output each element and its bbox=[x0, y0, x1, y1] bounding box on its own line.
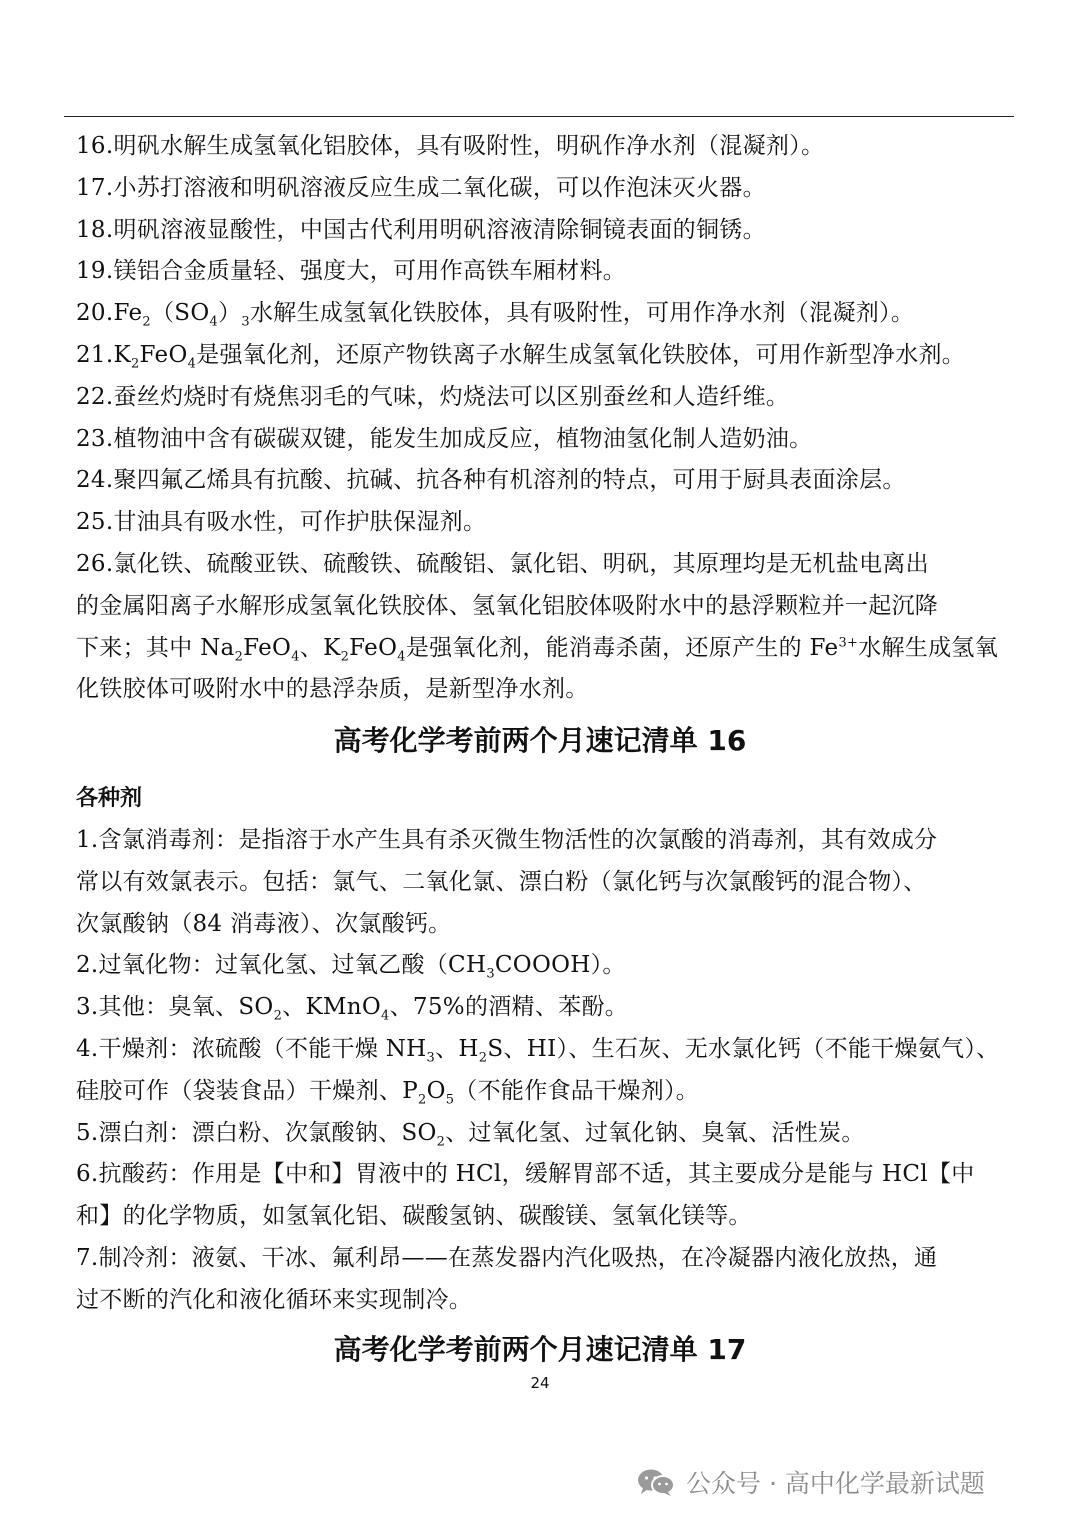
text-segment: 次氯酸钠（84 消毒液）、次氯酸钙。 bbox=[76, 910, 452, 937]
text-line bbox=[76, 298, 914, 328]
text-line bbox=[76, 1034, 999, 1064]
subscript: 3 bbox=[426, 1050, 436, 1066]
text-segment: （不能作食品干燥剂）。 bbox=[454, 1077, 700, 1104]
text-line bbox=[76, 633, 998, 663]
text-segment: 、K bbox=[299, 634, 341, 661]
subscript: 4 bbox=[187, 356, 197, 372]
text-segment: 化铁胶体可吸附水中的悬浮杂质，是新型净水剂。 bbox=[76, 676, 589, 703]
text-line bbox=[76, 424, 812, 454]
subscript: 2 bbox=[130, 356, 140, 372]
text-segment: 4.干燥剂：浓硫酸（不能干燥 NH bbox=[76, 1036, 427, 1062]
subscript: 3 bbox=[486, 966, 495, 982]
text-line bbox=[76, 825, 937, 855]
section-heading-17: 高考化学考前两个月速记清单 17 bbox=[333, 1333, 747, 1366]
text-line bbox=[76, 1076, 699, 1106]
text-line bbox=[76, 549, 929, 579]
text-segment: 、KMnO bbox=[282, 994, 382, 1021]
text-segment: 24.聚四氟乙烯具有抗酸、抗碱、抗各种有机溶剂的特点，可用于厨具表面涂层。 bbox=[76, 467, 906, 494]
text-segment: 水解生成氢氧 bbox=[858, 634, 999, 661]
subscript: 4 bbox=[291, 649, 300, 665]
text-line bbox=[76, 173, 766, 203]
text-segment: ） bbox=[218, 300, 242, 327]
text-line bbox=[76, 992, 628, 1022]
superscript: 3+ bbox=[838, 634, 859, 650]
text-segment: FeO bbox=[243, 634, 292, 661]
text-segment: 、过氧化氢、过氧化钠、臭氧、活性炭。 bbox=[445, 1119, 865, 1146]
subscript: 3 bbox=[241, 314, 250, 330]
text-segment: O bbox=[426, 1077, 446, 1104]
text-segment: FeO bbox=[139, 342, 188, 368]
text-line bbox=[76, 591, 938, 621]
subscript: 2 bbox=[340, 649, 350, 665]
text-line bbox=[76, 465, 906, 495]
text-segment: 20.Fe bbox=[76, 300, 143, 327]
text-line bbox=[76, 674, 589, 704]
text-segment: 、75%的酒精、苯酚。 bbox=[389, 994, 629, 1021]
text-segment: 是强氧化剂，还原产物铁离子水解生成氢氧化铁胶体，可用作新型净水剂。 bbox=[196, 342, 966, 368]
text-segment: 和】的化学物质，如氢氧化铝、碳酸氢钠、碳酸镁、氢氧化镁等。 bbox=[76, 1203, 752, 1230]
text-segment: 26.氯化铁、硫酸亚铁、硫酸铁、硫酸铝、氯化铝、明矾，其原理均是无机盐电离出 bbox=[76, 551, 929, 577]
text-segment: 5.漂白剂：漂白粉、次氯酸钠、SO bbox=[76, 1119, 437, 1146]
subscript: 2 bbox=[436, 1134, 446, 1150]
subscript: 4 bbox=[381, 1008, 390, 1024]
text-segment: 、H bbox=[435, 1036, 479, 1062]
text-segment: 7.制冷剂：液氨、干冰、氟利昂——在蒸发器内汽化吸热，在冷凝器内液化放热，通 bbox=[76, 1245, 938, 1271]
subscript: 2 bbox=[142, 314, 151, 330]
text-line bbox=[76, 507, 486, 537]
text-segment: FeO bbox=[349, 634, 398, 661]
page-number: 24 bbox=[530, 1374, 550, 1392]
text-line bbox=[76, 340, 965, 370]
text-segment: 17.小苏打溶液和明矾溶液反应生成二氧化碳，可以作泡沫灭火器。 bbox=[76, 174, 766, 201]
subscript: 4 bbox=[209, 314, 219, 330]
text-segment: 3.其他：臭氧、SO bbox=[76, 994, 274, 1021]
text-segment: 19.镁铝合金质量轻、强度大，可用作高铁车厢材料。 bbox=[76, 258, 627, 285]
text-segment: 硅胶可作（袋装食品）干燥剂、P bbox=[76, 1077, 418, 1104]
wechat-icon bbox=[636, 1467, 676, 1497]
text-segment: S、HI）、生石灰、无水氯化钙（不能干燥氨气）、 bbox=[487, 1036, 1000, 1062]
text-line bbox=[76, 1118, 865, 1148]
subscript: 2 bbox=[478, 1050, 488, 1066]
text-line bbox=[76, 950, 626, 980]
text-line bbox=[76, 215, 766, 245]
text-segment: 2.过氧化物：过氧化氢、过氧乙酸（CH bbox=[76, 952, 487, 979]
text-segment: 的金属阳离子水解形成氢氧化铁胶体、氢氧化铝胶体吸附水中的悬浮颗粒并一起沉降 bbox=[76, 592, 939, 619]
text-segment: COOOH）。 bbox=[494, 952, 626, 979]
text-line bbox=[76, 1243, 937, 1273]
text-line bbox=[76, 867, 927, 897]
text-line bbox=[76, 1159, 975, 1189]
text-segment: 常以有效氯表示。包括：氯气、二氧化氯、漂白粉（氯化钙与次氯酸钙的混合物）、 bbox=[76, 868, 927, 895]
text-line bbox=[76, 1201, 752, 1231]
text-segment: 6.抗酸药：作用是【中和】胃液中的 HCl，缓解胃部不适，其主要成分是能与 HCl【中 bbox=[76, 1161, 975, 1188]
watermark-text: 公众号 · 高中化学最新试题 bbox=[686, 1469, 985, 1498]
text-line bbox=[76, 1285, 472, 1315]
text-segment: 水解生成氢氧化铁胶体，具有吸附性，可用作净水剂（混凝剂）。 bbox=[249, 300, 915, 327]
text-segment: 25.甘油具有吸水性，可作护肤保湿剂。 bbox=[76, 509, 487, 536]
subscript: 5 bbox=[445, 1092, 455, 1108]
subscript: 2 bbox=[234, 649, 244, 665]
header-rule bbox=[64, 116, 1014, 117]
text-line bbox=[76, 256, 626, 286]
text-segment: 16.明矾水解生成氢氧化铝胶体，具有吸附性，明矾作净水剂（混凝剂）。 bbox=[76, 133, 825, 159]
subscript: 2 bbox=[417, 1092, 427, 1108]
watermark bbox=[636, 1462, 985, 1502]
section-heading-16: 高考化学考前两个月速记清单 16 bbox=[333, 724, 747, 757]
text-segment: 18.明矾溶液显酸性，中国古代利用明矾溶液清除铜镜表面的铜锈。 bbox=[76, 216, 766, 243]
text-segment: 23.植物油中含有碳碳双键，能发生加成反应，植物油氢化制人造奶油。 bbox=[76, 425, 813, 452]
text-segment: 下来；其中 Na bbox=[76, 634, 235, 661]
text-line bbox=[76, 909, 451, 939]
subsection-heading: 各种剂 bbox=[76, 786, 143, 811]
text-segment: 是强氧化剂，能消毒杀菌，还原产生的 Fe bbox=[405, 634, 839, 661]
text-segment: 22.蚕丝灼烧时有烧焦羽毛的气味，灼烧法可以区别蚕丝和人造纤维。 bbox=[76, 383, 790, 410]
text-line bbox=[76, 382, 789, 412]
text-segment: 过不断的汽化和液化循环来实现制冷。 bbox=[76, 1286, 473, 1313]
text-segment: 1.含氯消毒剂：是指溶于水产生具有杀灭微生物活性的次氯酸的消毒剂，其有效成分 bbox=[76, 827, 938, 853]
subscript: 4 bbox=[397, 649, 406, 665]
text-segment: 21.K bbox=[76, 342, 131, 368]
text-segment: （SO bbox=[150, 300, 210, 327]
text-line bbox=[76, 131, 824, 161]
subscript: 2 bbox=[273, 1008, 283, 1024]
